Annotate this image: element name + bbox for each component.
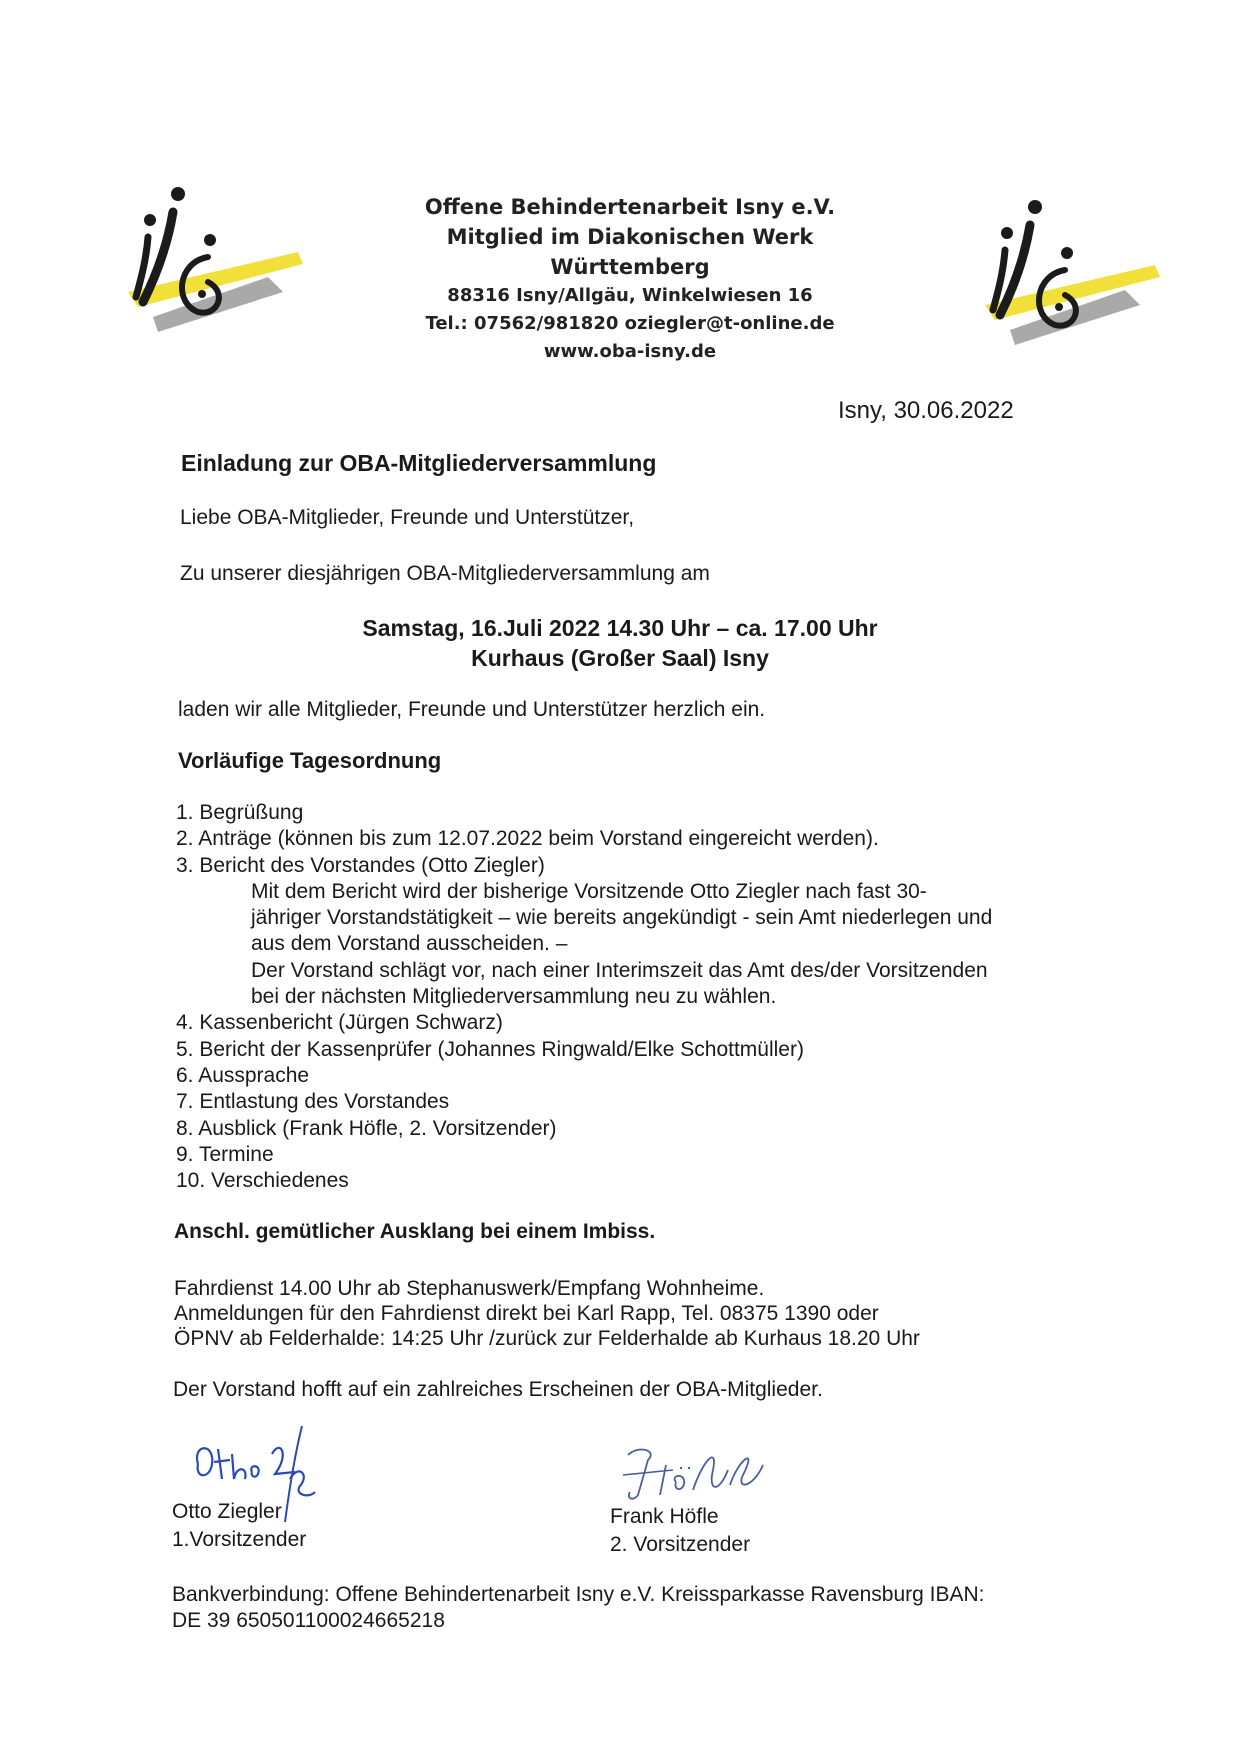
agenda-item: 3. Bericht des Vorstandes (Otto Ziegler) <box>176 853 545 877</box>
agenda-item-note: Der Vorstand schlägt vor, nach einer Interimszeit das Amt des/der Vorsitzenden <box>251 958 988 982</box>
letter-date: Isny, 30.06.2022 <box>838 397 1014 424</box>
signatory-role: 1.Vorsitzender <box>172 1528 307 1551</box>
agenda-item: 6. Aussprache <box>176 1063 310 1087</box>
agenda-list <box>176 800 1076 1194</box>
agenda-item: 1. Begrüßung <box>176 801 304 824</box>
agenda-item: 5. Bericht der Kassenprüfer (Johannes Ringwald/Elke Schottmüller) <box>176 1037 804 1061</box>
transport-line: ÖPNV ab Felderhalde: 14:25 Uhr /zurück zur Felderhalde ab Kurhaus 18.20 Uhr <box>174 1327 920 1350</box>
signatory-role: 2. Vorsitzender <box>610 1533 751 1556</box>
intro-text: Zu unserer diesjährigen OBA-Mitgliederversammlung am <box>180 562 710 585</box>
transport-line: Fahrdienst 14.00 Uhr ab Stephanuswerk/Empfang Wohnheime. <box>174 1277 765 1300</box>
agenda-item-note: bei der nächsten Mitgliederversammlung neu zu wählen. <box>251 985 777 1009</box>
oba-logo-icon <box>118 182 308 352</box>
agenda-item-note: Mit dem Bericht wird der bisherige Vorsitzende Otto Ziegler nach fast 30- <box>251 879 927 903</box>
bank-line: Bankverbindung: Offene Behindertenarbeit Isny e.V. Kreissparkasse Ravensburg IBAN: <box>172 1583 985 1606</box>
signatory-1 <box>172 1498 306 1554</box>
org-name: Offene Behindertenarbeit Isny e.V. <box>424 195 836 219</box>
agenda-item-note: jähriger Vorstandstätigkeit – wie bereits angekündigt - sein Amt niederlegen und <box>251 906 993 930</box>
transport-line: Anmeldungen für den Fahrdienst direkt bei Karl Rapp, Tel. 08375 1390 oder <box>174 1302 879 1325</box>
bank-line: DE 39 650501100024665218 <box>172 1609 445 1632</box>
event-datetime: Samstag, 16.Juli 2022 14.30 Uhr – ca. 17.00 Uhr <box>362 615 878 641</box>
signatory-name: Frank Höfle <box>610 1505 719 1528</box>
org-contact: Tel.: 07562/981820 oziegler@t-online.de <box>425 313 835 334</box>
agenda-item: 8. Ausblick (Frank Höfle, 2. Vorsitzender) <box>176 1116 557 1140</box>
agenda-item: 7. Entlastung des Vorstandes <box>176 1090 450 1114</box>
org-address: 88316 Isny/Allgäu, Winkelwiesen 16 <box>447 285 813 306</box>
greeting: Liebe OBA-Mitglieder, Freunde und Unterstützer, <box>180 506 635 529</box>
agenda-item: 10. Verschiedenes <box>176 1169 349 1193</box>
agenda-item: 2. Anträge (können bis zum 12.07.2022 beim Vorstand eingereicht werden). <box>176 827 879 851</box>
agenda-heading: Vorläufige Tagesordnung <box>178 748 442 773</box>
signatory-name: Otto Ziegler <box>172 1500 282 1523</box>
event-details <box>300 613 940 673</box>
closing-note: Anschl. gemütlicher Ausklang bei einem Imbiss. <box>174 1220 656 1243</box>
agenda-item: 4. Kassenbericht (Jürgen Schwarz) <box>176 1011 503 1035</box>
agenda-item-note: aus dem Vorstand ausscheiden. – <box>251 932 568 956</box>
org-website: www.oba-isny.de <box>543 341 717 362</box>
letterhead <box>380 192 880 366</box>
bank-details <box>172 1582 1072 1634</box>
signature-frank-hoefle <box>618 1440 768 1510</box>
org-membership: Mitglied im Diakonischen Werk Württemberg <box>446 225 814 279</box>
signatory-2 <box>610 1503 750 1559</box>
invite-text: laden wir alle Mitglieder, Freunde und Unterstützer herzlich ein. <box>178 698 766 721</box>
closing-wish: Der Vorstand hofft auf ein zahlreiches Erscheinen der OBA-Mitglieder. <box>173 1378 823 1401</box>
transport-info <box>174 1276 920 1351</box>
oba-logo-icon <box>975 195 1165 365</box>
agenda-item: 9. Termine <box>176 1142 274 1166</box>
event-location: Kurhaus (Großer Saal) Isny <box>471 645 769 671</box>
letter-title: Einladung zur OBA-Mitgliederversammlung <box>181 450 657 476</box>
